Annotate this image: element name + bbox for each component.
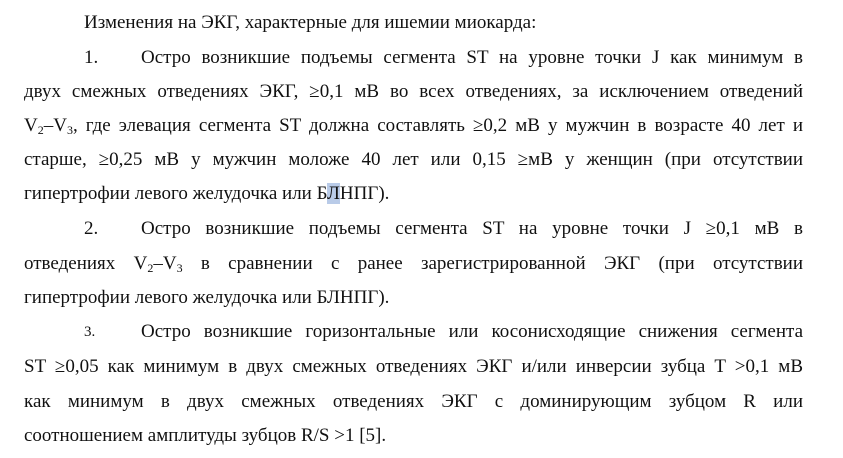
item-text-line: соотношением амплитуды зубцов R/S >1 [5]. [24, 425, 387, 446]
item-text-line: Остро возникшие горизонтальные или косонисходящие снижения сегмента [141, 321, 803, 342]
item-text-line: гипертрофии левого желудочка или БЛНПГ). [24, 183, 390, 204]
item-text-line: как минимум в двух смежных отведениях ЭКГ с доминирующим зубцом R или [24, 391, 803, 412]
item-number: 1. [84, 47, 99, 68]
item-text-line: Остро возникшие подъемы сегмента ST на уровне точки J ≥0,1 мВ в [141, 218, 803, 239]
item-text-line: отведениях $V_2-V_3$ в сравнении с ранее зарегистрированной ЭКГ (при отсутствии [24, 253, 803, 275]
item-number: 3. [84, 324, 96, 340]
item-text-line: гипертрофии левого желудочка или БЛНПГ). [24, 287, 390, 308]
item-number: 2. [84, 218, 99, 239]
text-selection-highlight: Л [327, 183, 340, 204]
item-text-line: Остро возникшие подъемы сегмента ST на уровне точки J как минимум в [141, 47, 803, 68]
item-text-line: двух смежных отведениях ЭКГ, ≥0,1 мВ во всех отведениях, за исключением отведений [24, 81, 803, 102]
item-text-line: ST ≥0,05 как минимум в двух смежных отведениях ЭКГ и/или инверсии зубца T >0,1 мВ [24, 356, 803, 377]
heading: Изменения на ЭКГ, характерные для ишемии миокарда: [84, 12, 537, 33]
item-text-line: $V_2-V_3$, где элевация сегмента ST должна составлять ≥0,2 мВ у мужчин в возрасте 40 лет и [24, 115, 803, 137]
item-text-line: старше, ≥0,25 мВ у мужчин моложе 40 лет или 0,15 ≥мВ у женщин (при отсутствии [24, 149, 803, 170]
